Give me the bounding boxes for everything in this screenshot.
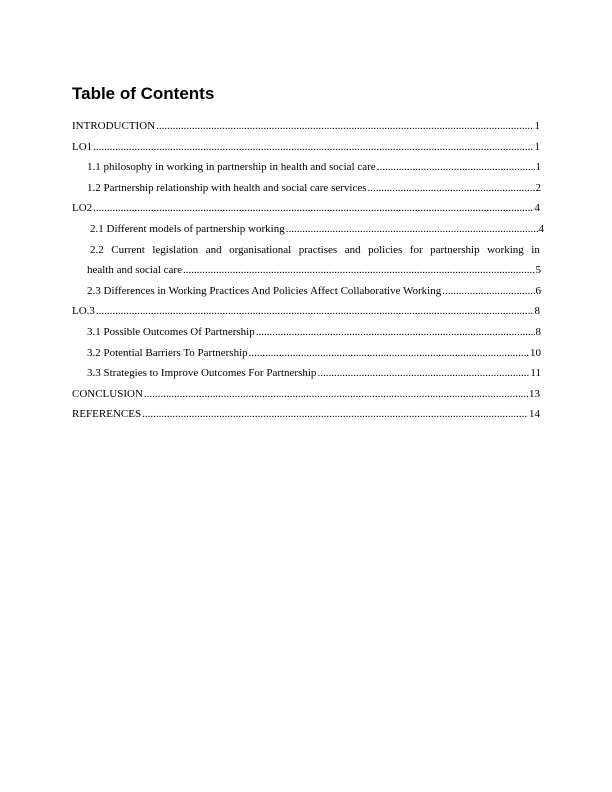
toc-entry-page: 5 [535,264,541,277]
dot-leader [256,322,535,343]
toc-entry-2-1[interactable] [72,219,544,240]
dot-leader [286,219,538,240]
toc-entry-page: 8 [534,305,540,318]
dot-leader [183,260,535,281]
toc-entry-3-2[interactable] [72,343,541,364]
toc-title: Table of Contents [72,84,215,103]
toc-entry-3-3[interactable] [72,363,541,384]
toc-entry-label: 2.3 Differences in Working Practices And Policies Affect Collaborative Working [87,284,442,297]
toc-entry-page: 4 [534,202,540,215]
toc-entry-page: 11 [530,367,541,380]
dot-leader [93,198,533,219]
dot-leader [377,157,535,178]
table-of-contents [72,116,544,425]
toc-entry-introduction[interactable] [72,116,540,137]
toc-entry-lo2[interactable] [72,198,540,219]
dot-leader [144,384,528,405]
dot-leader [96,301,534,322]
dot-leader [93,137,533,158]
toc-entry-label: health and social care [87,264,182,277]
toc-entry-1-1[interactable] [72,157,541,178]
toc-entry-references[interactable] [72,404,540,425]
toc-entry-2-3[interactable] [72,281,541,302]
toc-entry-page: 2 [535,181,541,194]
toc-entry-label: CONCLUSION [72,387,143,400]
toc-entry-label: LO1 [72,140,93,153]
dot-leader [249,343,529,364]
toc-entry-page: 1 [535,161,541,174]
toc-entry-label: 3.3 Strategies to Improve Outcomes For Partnership [87,367,317,380]
toc-entry-page: 4 [538,222,544,235]
toc-entry-label: REFERENCES [72,408,142,421]
toc-entry-3-1[interactable] [72,322,541,343]
dot-leader [142,404,528,425]
toc-entry-label-line1: 2.2 Current legislation and organisational practises and policies for partnership working in [90,243,540,256]
toc-entry-lo3[interactable] [72,301,540,322]
toc-entry-page: 8 [535,325,541,338]
toc-entry-label: 1.1 philosophy in working in partnership in health and social care [87,161,376,174]
toc-entry-2-2[interactable] [72,240,540,281]
toc-entry-label: 3.2 Potential Barriers To Partnership [87,346,248,359]
toc-entry-label: LO.3 [72,305,95,318]
toc-entry-conclusion[interactable] [72,384,540,405]
toc-entry-label: 1.2 Partnership relationship with health and social care services [87,181,367,194]
toc-entry-lo1[interactable] [72,137,540,158]
dot-leader [156,116,533,137]
toc-entry-page: 6 [535,284,541,297]
toc-entry-label: 3.1 Possible Outcomes Of Partnership [87,325,255,338]
toc-entry-page: 1 [534,120,540,132]
toc-entry-line2 [72,260,541,281]
toc-entry-page: 14 [529,408,540,421]
toc-entry-label: 2.1 Different models of partnership working [90,222,285,235]
toc-entry-page: 13 [529,387,540,400]
dot-leader [368,178,535,199]
toc-entry-1-2[interactable] [72,178,541,199]
toc-entry-page: 10 [530,346,541,359]
dot-leader [442,281,534,302]
dot-leader [317,363,529,384]
toc-entry-page: 1 [534,140,540,153]
toc-entry-label: INTRODUCTION [72,120,156,132]
toc-entry-label: LO2 [72,202,93,215]
